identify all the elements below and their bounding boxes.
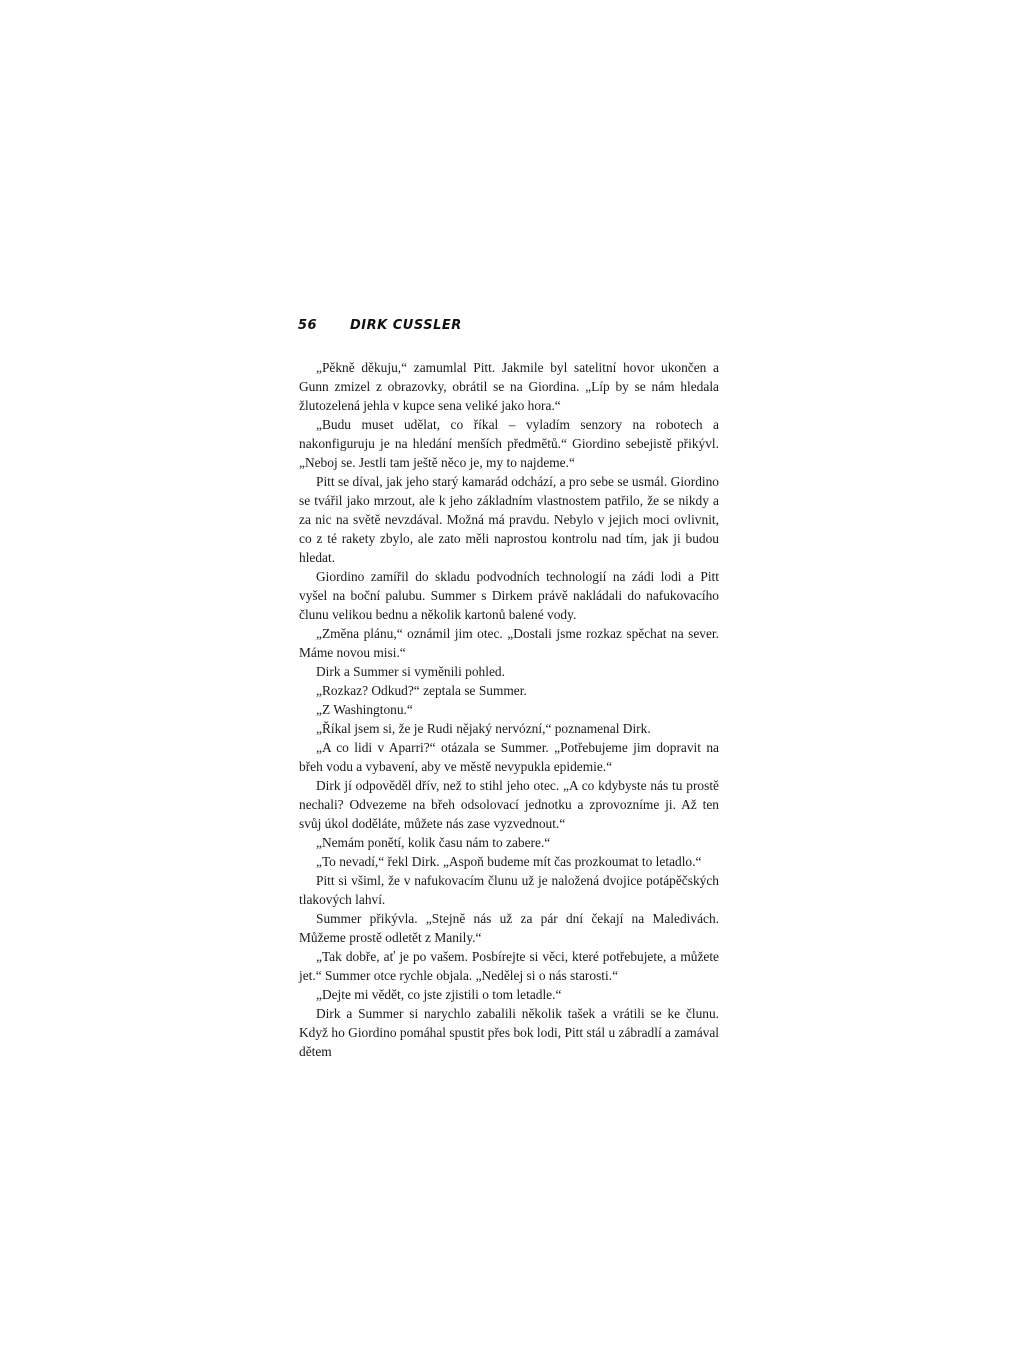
paragraph: „Nemám ponětí, kolik času nám to zabere.“ — [316, 835, 551, 850]
paragraph: „Rozkaz? Odkud?“ zeptala se Summer. — [316, 683, 527, 698]
paragraph: Summer přikývla. „Stejně nás už za pár dní čekají na Maledivách. Můžeme prostě odletět z Manily.“ — [299, 911, 719, 945]
page-number: 56 — [298, 318, 318, 333]
paragraph: „Říkal jsem si, že je Rudi nějaký nervózní,“ poznamenal Dirk. — [316, 721, 651, 736]
paragraph: „Dejte mi vědět, co jste zjistili o tom letadle.“ — [316, 987, 562, 1002]
paragraph: „Z Washingtonu.“ — [316, 702, 413, 717]
paragraph: „Změna plánu,“ oznámil jim otec. „Dostali jsme rozkaz spěchat na sever. Máme novou misi.“ — [299, 626, 719, 660]
paragraph: Dirk a Summer si narychlo zabalili několik tašek a vrátili se ke člunu. Když ho Giordino pomáhal spustit přes bok lodi, Pitt stál u zábradlí a zamával dětem — [299, 1006, 719, 1059]
running-head — [298, 318, 720, 338]
paragraph: Pitt si všiml, že v nafukovacím člunu už je naložená dvojice potápěčských tlakových lahví. — [299, 873, 719, 907]
paragraph: Dirk a Summer si vyměnili pohled. — [316, 664, 505, 679]
paragraph: „Tak dobře, ať je po vašem. Posbírejte si věci, které potřebujete, a můžete jet.“ Summer otce rychle objala. „Nedělej si o nás starosti.“ — [299, 949, 719, 983]
paragraph: „To nevadí,“ řekl Dirk. „Aspoň budeme mít čas prozkoumat to letadlo.“ — [316, 854, 702, 869]
paragraph: „Pěkně děkuju,“ zamumlal Pitt. Jakmile byl satelitní hovor ukončen a Gunn zmizel z obrazovky, obrátil se na Giordina. „Líp by se nám hledala žlutozelená jehla v kupce sena veliké jako hora.“ — [299, 360, 719, 413]
paragraph: Pitt se díval, jak jeho starý kamarád odchází, a pro sebe se usmál. Giordino se tvářil jako mrzout, ale k jeho základním vlastnostem patřilo, že se nikdy a za nic na světě nevzdával. Možná má pravdu. Nebylo v jejich moci ovlivnit, co z té rakety zbylo, ale zato měli naprostou kontrolu nad tím, jak ji budou hledat. — [299, 474, 719, 565]
running-head-author: DIRK CUSSLER — [350, 318, 462, 333]
paragraph: „A co lidi v Aparri?“ otázala se Summer. „Potřebujeme jim dopravit na břeh vodu a vybavení, aby ve městě nevypukla epidemie.“ — [299, 740, 719, 774]
body-text — [299, 358, 719, 1061]
paragraph: Dirk jí odpověděl dřív, než to stihl jeho otec. „A co kdybyste nás tu prostě nechali? Odvezeme na břeh odsolovací jednotku a zprovozníme ji. Až ten svůj úkol doděláte, můžete nás zase vyzvednout.“ — [299, 778, 719, 831]
paragraph: Giordino zamířil do skladu podvodních technologií na zádi lodi a Pitt vyšel na boční palubu. Summer s Dirkem právě nakládali do nafukovacího člunu velikou bednu a několik kartonů balené vody. — [299, 569, 719, 622]
paragraph: „Budu muset udělat, co říkal – vyladím senzory na robotech a nakonfiguruju je na hledání menších předmětů.“ Giordino sebejistě přikývl. „Neboj se. Jestli tam ještě něco je, my to najdeme.“ — [299, 417, 719, 470]
